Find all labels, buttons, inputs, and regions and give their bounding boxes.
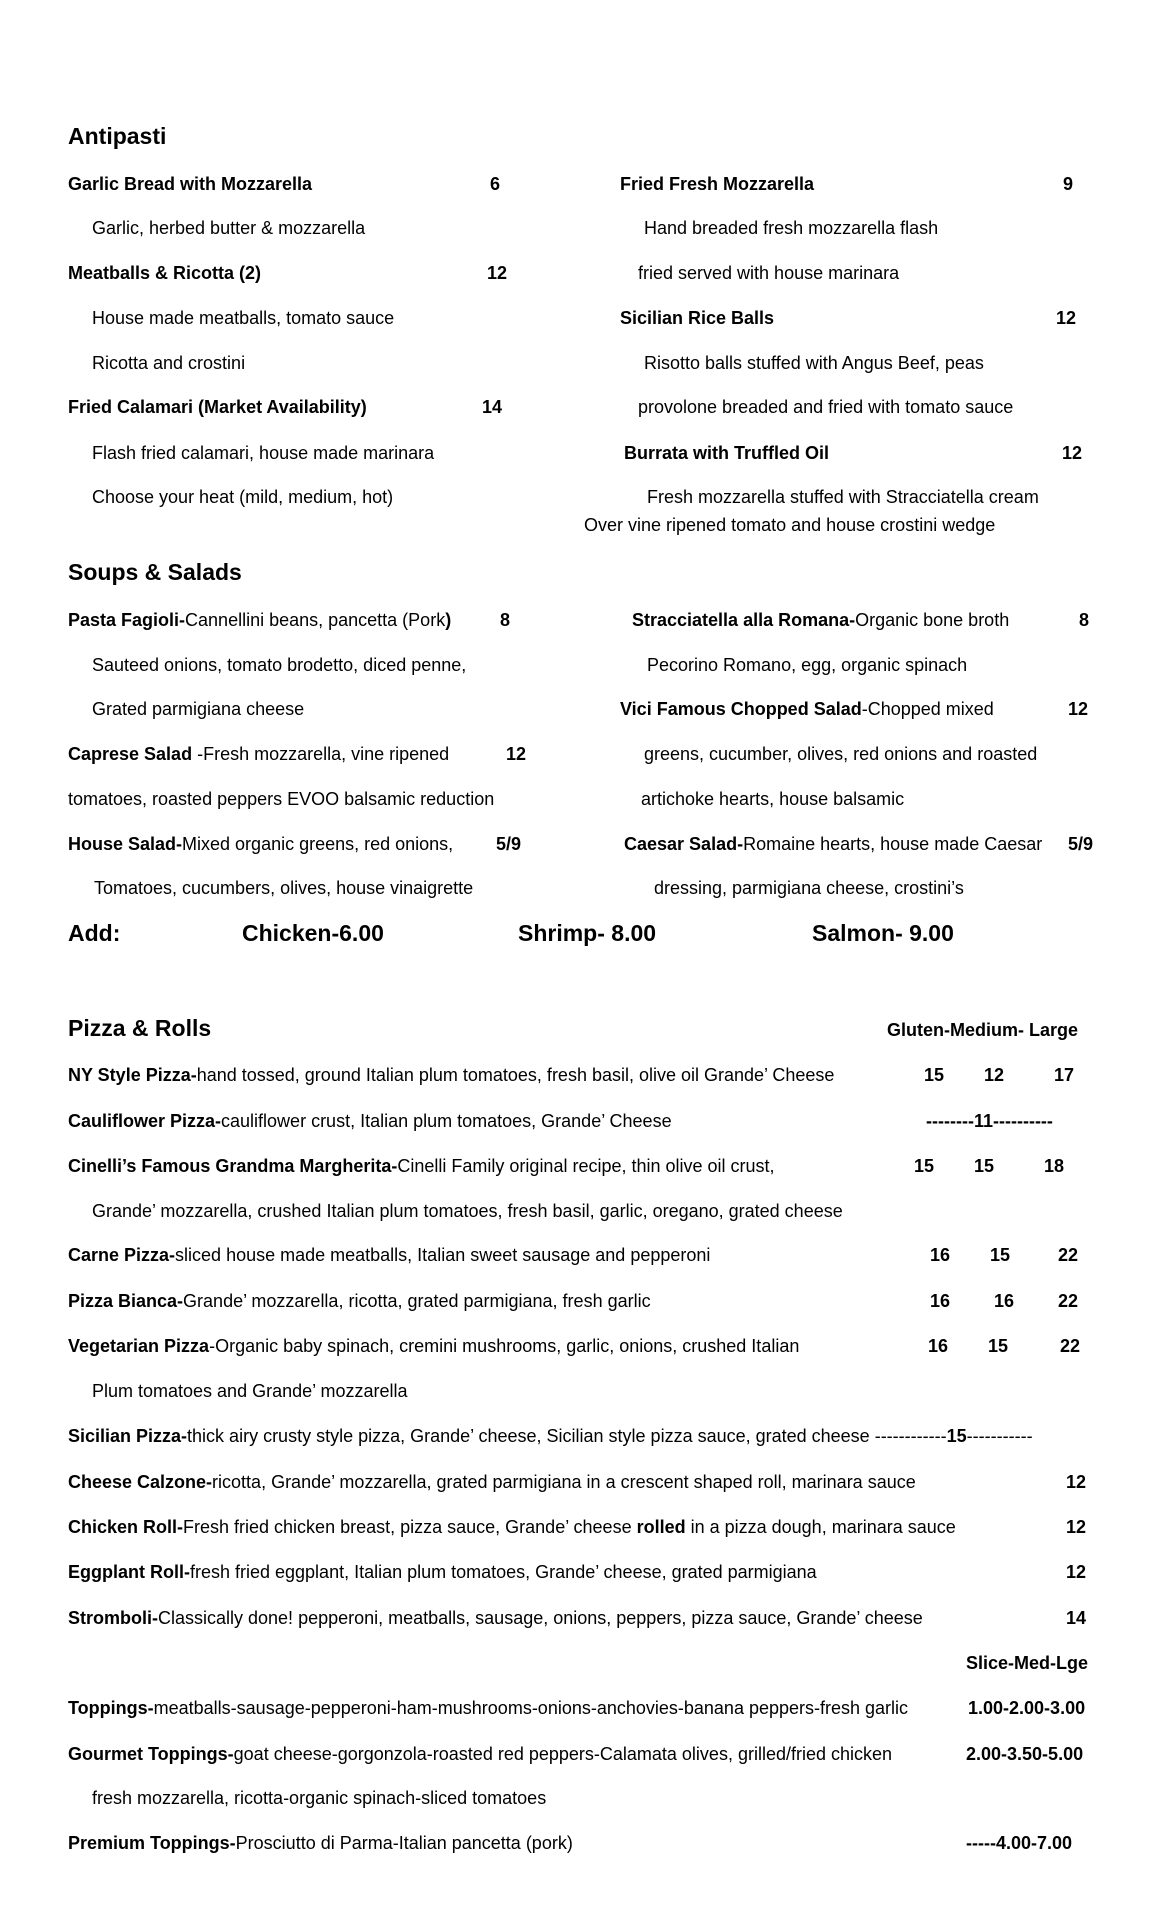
item-description: Cinelli Family original recipe, thin olive oil crust, — [397, 1156, 775, 1176]
item-name: Vegetarian Pizza — [68, 1336, 210, 1356]
price-large: 17 — [1054, 1065, 1075, 1085]
menu-item-line — [68, 743, 449, 765]
price-filler: ----------- — [966, 1426, 1033, 1446]
item-price: 15 — [946, 1426, 967, 1446]
item-description: Cannellini beans, pancetta (Pork — [185, 610, 446, 630]
menu-item-line — [68, 1607, 923, 1629]
price-large: 18 — [1044, 1156, 1065, 1176]
item-name: Pizza Bianca- — [68, 1291, 184, 1311]
price-gluten: 16 — [928, 1336, 949, 1356]
item-description: Fresh mozzarella stuffed with Stracciatella cream — [647, 487, 1039, 507]
menu-item-line — [68, 1110, 672, 1132]
item-description: greens, cucumber, olives, red onions and roasted — [644, 744, 1038, 764]
item-price: 8 — [1079, 610, 1090, 630]
item-price: 5/9 — [496, 834, 522, 854]
item-description: Grande’ mozzarella, crushed Italian plum tomatoes, fresh basil, garlic, oregano, grated cheese — [92, 1201, 843, 1221]
price-medium: 15 — [974, 1156, 995, 1176]
item-description: Mixed organic greens, red onions, — [182, 834, 454, 854]
item-name: Meatballs & Ricotta (2) — [68, 263, 262, 283]
menu-item-line — [68, 1832, 573, 1854]
item-description: Sauteed onions, tomato brodetto, diced penne, — [92, 655, 467, 675]
item-name: Caesar Salad- — [624, 834, 744, 854]
item-price: 12 — [506, 744, 527, 764]
item-name: NY Style Pizza- — [68, 1065, 197, 1085]
item-description: Romaine hearts, house made Caesar — [743, 834, 1043, 854]
item-description: Organic bone broth — [855, 610, 1010, 630]
item-description: sliced house made meatballs, Italian sweet sausage and pepperoni — [175, 1245, 711, 1265]
item-name: Cauliflower Pizza- — [68, 1111, 222, 1131]
item-price: 12 — [1062, 443, 1083, 463]
item-name: Fried Fresh Mozzarella — [620, 174, 815, 194]
item-price: 14 — [1066, 1608, 1087, 1628]
item-name: Eggplant Roll- — [68, 1562, 190, 1582]
item-name: Premium Toppings- — [68, 1833, 236, 1853]
item-name: Caprese Salad — [68, 744, 193, 764]
price-gluten: 15 — [924, 1065, 945, 1085]
item-description: thick airy crusty style pizza, Grande’ cheese, Sicilian style pizza sauce, grated cheese ------------ — [187, 1426, 947, 1446]
item-description: Plum tomatoes and Grande’ mozzarella — [92, 1381, 408, 1401]
menu-item-line — [68, 1290, 651, 1312]
menu-item-line — [68, 1244, 710, 1266]
item-description: Tomatoes, cucumbers, olives, house vinaigrette — [94, 878, 474, 898]
item-description: Over vine ripened tomato and house crostini wedge — [584, 515, 996, 535]
item-name: Cheese Calzone- — [68, 1472, 213, 1492]
item-description: in a pizza dough, marinara sauce — [685, 1517, 956, 1537]
price-medium: 15 — [988, 1336, 1009, 1356]
pizza-rolls-heading: Pizza & Rolls — [68, 1015, 212, 1041]
item-description: hand tossed, ground Italian plum tomatoes, fresh basil, olive oil Grande’ Cheese — [196, 1065, 835, 1085]
add-chicken-price: Chicken-6.00 — [242, 920, 384, 946]
item-description: Risotto balls stuffed with Angus Beef, peas — [644, 353, 984, 373]
item-name: Cinelli’s Famous Grandma Margherita- — [68, 1156, 398, 1176]
item-emphasis: rolled — [636, 1517, 686, 1537]
item-description: Garlic, herbed butter & mozzarella — [92, 218, 366, 238]
item-price: 12 — [1066, 1472, 1087, 1492]
item-name: Toppings- — [68, 1698, 154, 1718]
menu-item-line — [68, 1335, 799, 1357]
menu-item-line — [68, 1471, 916, 1493]
item-description: tomatoes, roasted peppers EVOO balsamic reduction — [68, 789, 495, 809]
item-description: Hand breaded fresh mozzarella flash — [644, 218, 939, 238]
item-description: -Fresh mozzarella, vine ripened — [192, 744, 450, 764]
menu-item-line — [68, 1561, 817, 1583]
price-medium: 12 — [984, 1065, 1005, 1085]
price-gluten: 15 — [914, 1156, 935, 1176]
item-price: 12 — [1066, 1562, 1087, 1582]
add-salmon-price: Salmon- 9.00 — [812, 920, 954, 946]
price-large: 22 — [1060, 1336, 1081, 1356]
item-name: Fried Calamari (Market Availability) — [68, 397, 367, 417]
menu-item-line — [68, 1064, 834, 1086]
item-price: 12 — [487, 263, 508, 283]
item-name: Vici Famous Chopped Salad — [620, 699, 862, 719]
item-punctuation: ) — [445, 610, 452, 630]
item-name: Stromboli- — [68, 1608, 158, 1628]
item-price: 12 — [1066, 1517, 1087, 1537]
item-description: goat cheese-gorgonzola-roasted red peppers-Calamata olives, grilled/fried chicken — [233, 1744, 893, 1764]
item-description: fresh mozzarella, ricotta-organic spinach-sliced tomatoes — [92, 1788, 547, 1808]
item-name: Gourmet Toppings- — [68, 1744, 234, 1764]
size-column-header: Gluten-Medium- Large — [887, 1020, 1079, 1040]
item-name: Chicken Roll- — [68, 1517, 184, 1537]
item-price: --------11---------- — [926, 1111, 1053, 1131]
item-description: artichoke hearts, house balsamic — [641, 789, 905, 809]
item-price: 1.00-2.00-3.00 — [968, 1698, 1086, 1718]
item-description: -Organic baby spinach, cremini mushrooms, garlic, onions, crushed Italian — [209, 1336, 800, 1356]
item-price: 12 — [1068, 699, 1089, 719]
price-gluten: 16 — [930, 1245, 951, 1265]
item-name: Pasta Fagioli- — [68, 610, 186, 630]
item-description: cauliflower crust, Italian plum tomatoes, Grande’ Cheese — [221, 1111, 672, 1131]
item-description: Fresh fried chicken breast, pizza sauce, Grande’ cheese — [183, 1517, 637, 1537]
item-description: Grande’ mozzarella, ricotta, grated parmigiana, fresh garlic — [183, 1291, 651, 1311]
item-name: Sicilian Pizza- — [68, 1426, 188, 1446]
menu-item-line — [624, 833, 1042, 855]
menu-item-line — [620, 698, 994, 720]
item-name: Garlic Bread with Mozzarella — [68, 174, 313, 194]
toppings-size-header: Slice-Med-Lge — [966, 1653, 1089, 1673]
menu-item-line — [632, 609, 1009, 631]
menu-item-line — [68, 1743, 892, 1765]
item-price: -----4.00-7.00 — [966, 1833, 1073, 1853]
item-name: Sicilian Rice Balls — [620, 308, 775, 328]
item-description: fresh fried eggplant, Italian plum tomatoes, Grande’ cheese, grated parmigiana — [189, 1562, 817, 1582]
item-description: House made meatballs, tomato sauce — [92, 308, 395, 328]
item-description: provolone breaded and fried with tomato sauce — [638, 397, 1014, 417]
add-shrimp-price: Shrimp- 8.00 — [518, 920, 657, 946]
price-large: 22 — [1058, 1291, 1079, 1311]
price-medium: 15 — [990, 1245, 1011, 1265]
item-description: -Chopped mixed — [861, 699, 994, 719]
price-medium: 16 — [994, 1291, 1015, 1311]
menu-item-line — [68, 1155, 775, 1177]
item-price: 9 — [1063, 174, 1074, 194]
item-description: fried served with house marinara — [638, 263, 900, 283]
item-price: 8 — [500, 610, 511, 630]
soups-salads-heading: Soups & Salads — [68, 559, 242, 585]
menu-item-line — [68, 1425, 1033, 1447]
item-price: 6 — [490, 174, 501, 194]
item-price: 12 — [1056, 308, 1077, 328]
item-description: dressing, parmigiana cheese, crostini’s — [654, 878, 964, 898]
item-description: Pecorino Romano, egg, organic spinach — [647, 655, 968, 675]
item-name: Burrata with Truffled Oil — [624, 443, 830, 463]
item-name: House Salad- — [68, 834, 183, 854]
item-description: Classically done! pepperoni, meatballs, sausage, onions, peppers, pizza sauce, Grande’ cheese — [158, 1608, 923, 1628]
menu-item-line — [68, 833, 453, 855]
price-large: 22 — [1058, 1245, 1079, 1265]
item-price: 5/9 — [1068, 834, 1094, 854]
item-name: Stracciatella alla Romana- — [632, 610, 856, 630]
menu-item-line — [68, 1697, 908, 1719]
item-description: Prosciutto di Parma-Italian pancetta (pork) — [235, 1833, 573, 1853]
item-description: Ricotta and crostini — [92, 353, 246, 373]
item-price: 2.00-3.50-5.00 — [966, 1744, 1084, 1764]
item-description: ricotta, Grande’ mozzarella, grated parmigiana in a crescent shaped roll, marinara sauce — [212, 1472, 916, 1492]
item-description: meatballs-sausage-pepperoni-ham-mushrooms-onions-anchovies-banana peppers-fresh garlic — [153, 1698, 909, 1718]
item-description: Grated parmigiana cheese — [92, 699, 305, 719]
price-gluten: 16 — [930, 1291, 951, 1311]
item-description: Choose your heat (mild, medium, hot) — [92, 487, 394, 507]
antipasti-heading: Antipasti — [68, 123, 167, 149]
item-description: Flash fried calamari, house made marinara — [92, 443, 435, 463]
menu-item-line — [68, 609, 451, 631]
add-protein-label: Add: — [68, 920, 121, 946]
item-name: Carne Pizza- — [68, 1245, 176, 1265]
menu-item-line — [68, 1516, 956, 1538]
item-price: 14 — [482, 397, 503, 417]
